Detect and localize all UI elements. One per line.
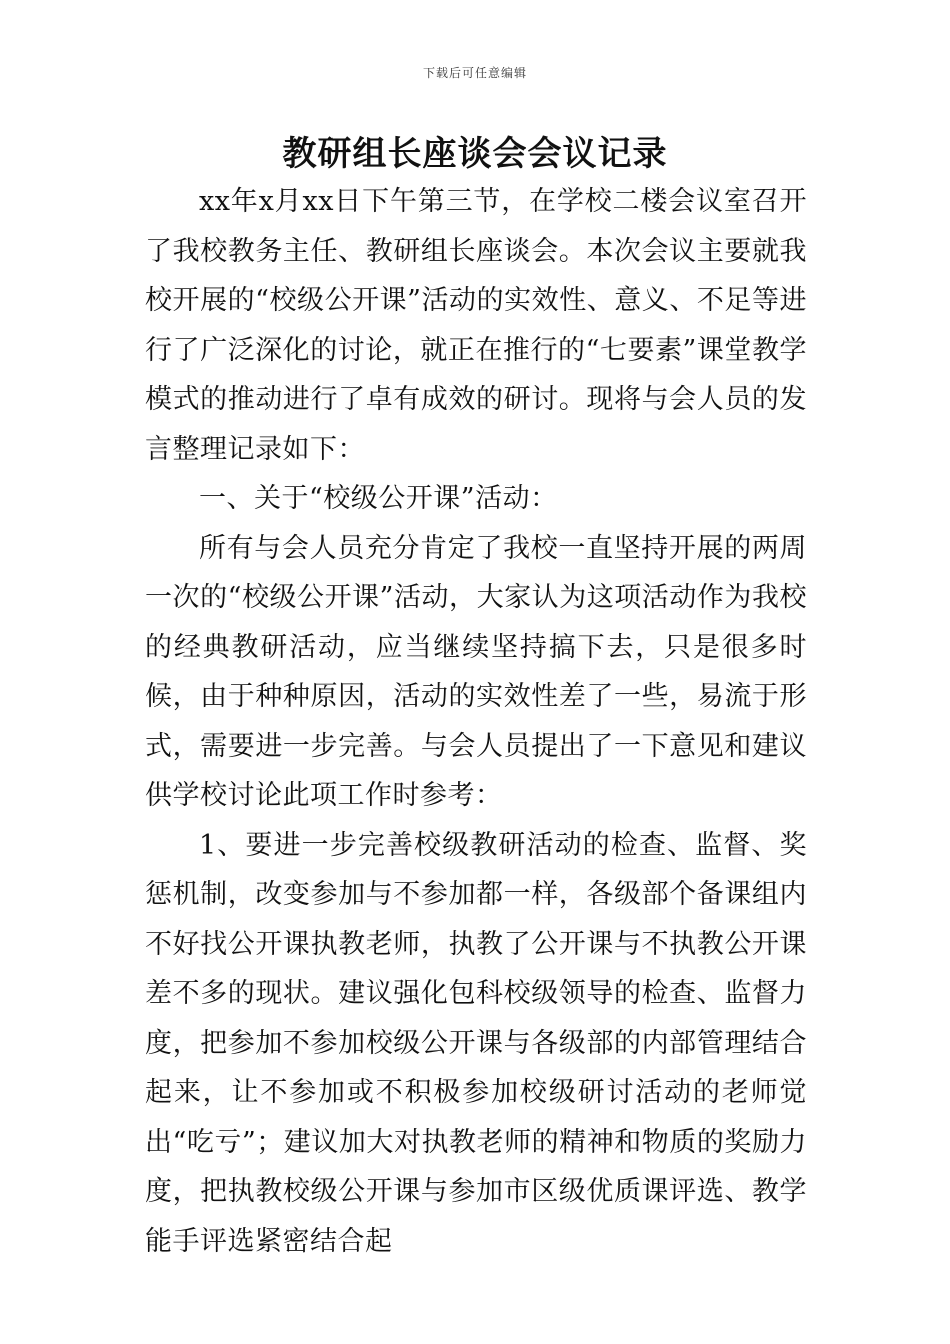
paragraph-section-heading: 一、关于“校级公开课”活动： — [199, 483, 558, 514]
document-title: 教研组长座谈会会议记录 — [282, 134, 668, 174]
header-note: 下载后可任意编辑 — [422, 66, 527, 80]
document-body — [145, 177, 807, 1266]
paragraph-summary: 所有与会人员充分肯定了我校一直坚持开展的两周一次的“校级公开课”活动，大家认为这项活动作为我校的经典教研活动，应当继续坚持搞下去，只是很多时候，由于种种原因，活动的实效性差了一些，易流于形式，需要进一步完善。与会人员提出了一下意见和建议供学校讨论此项工作时参考： — [145, 532, 807, 811]
paragraph-item-1: 1、要进一步完善校级教研活动的检查、监督、奖惩机制，改变参加与不参加都一样，各级部个备课组内不好找公开课执教老师，执教了公开课与不执教公开课差不多的现状。建议强化包科校级领导的检查、监督力度，把参加不参加校级公开课与各级部的内部管理结合起来，让不参加或不积极参加校级研讨活动的老师觉出“吃亏”；建议加大对执教老师的精神和物质的奖励力度，把执教校级公开课与参加市区级优质课评选、教学能手评选紧密结合起 — [145, 829, 807, 1257]
paragraph-intro: xx年x月xx日下午第三节，在学校二楼会议室召开了我校教务主任、教研组长座谈会。本次会议主要就我校开展的“校级公开课”活动的实效性、意义、不足等进行了广泛深化的讨论，就正在推行的“七要素”课堂教学模式的推动进行了卓有成效的研讨。现将与会人员的发言整理记录如下： — [145, 186, 807, 465]
